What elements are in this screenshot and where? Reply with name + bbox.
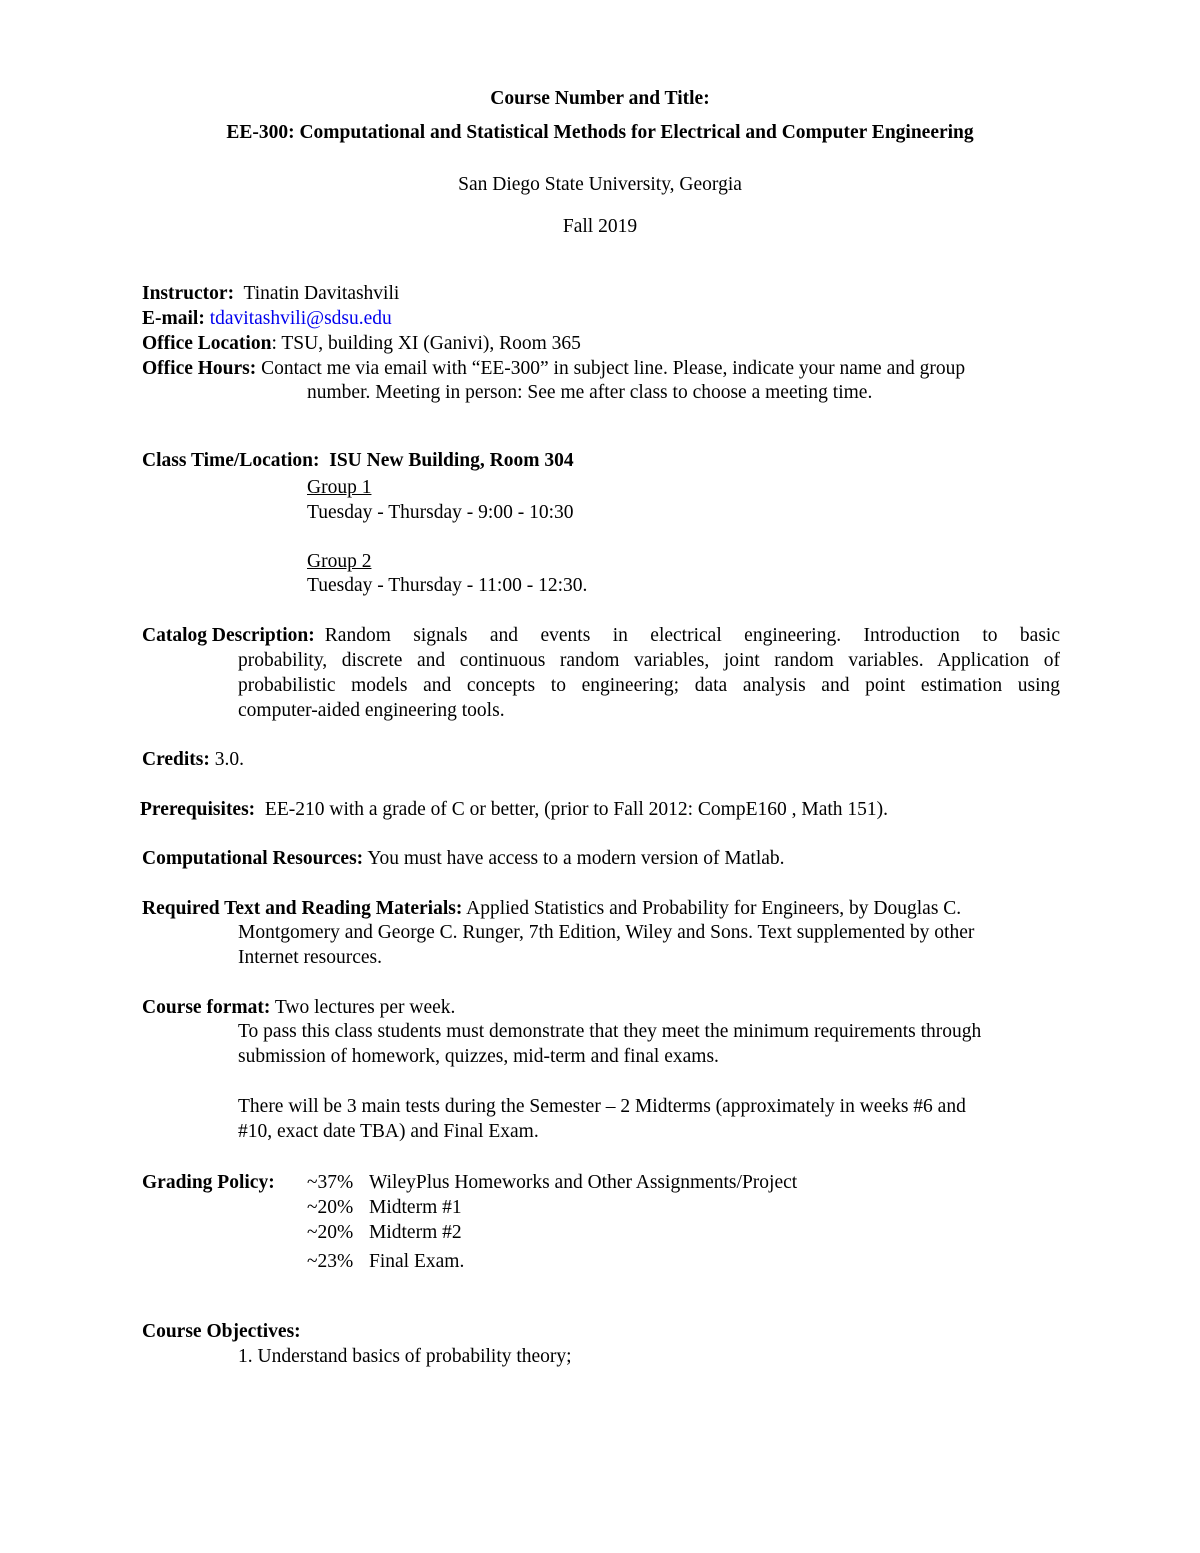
grading-desc: Final Exam.: [369, 1251, 465, 1272]
text-value-2: Montgomery and George C. Runger, 7th Edition, Wiley and Sons. Text supplemented by other: [238, 922, 975, 943]
resources-label: Computational Resources:: [142, 848, 364, 869]
course-title: EE-300: Computational and Statistical Methods for Electrical and Computer Engineering: [226, 122, 974, 143]
group-2-name: Group 2: [307, 551, 372, 572]
grading-item: [307, 1172, 797, 1194]
group-1-schedule: Tuesday - Thursday - 9:00 - 10:30: [307, 502, 574, 523]
office-location-label: Office Location: [142, 333, 272, 354]
instructor-name: Tinatin Davitashvili: [243, 283, 400, 304]
format-para1-line1: To pass this class students must demonstrate that they meet the minimum requirements through: [238, 1021, 982, 1042]
prerequisites-label: Prerequisites:: [140, 799, 256, 820]
format-para2-line1: There will be 3 main tests during the Semester – 2 Midterms (approximately in weeks #6 and: [238, 1096, 966, 1117]
grading-desc: WileyPlus Homeworks and Other Assignments/Project: [369, 1172, 798, 1193]
grading-label: Grading Policy:: [142, 1172, 275, 1193]
prerequisites-value: EE-210 with a grade of C or better, (prior to Fall 2012: CompE160 , Math 151).: [264, 799, 889, 820]
catalog-text-4: computer-aided engineering tools.: [238, 700, 505, 721]
grading-pct: ~20%: [307, 1197, 354, 1218]
office-location-value: : TSU, building XI (Ganivi), Room 365: [271, 333, 581, 354]
text-line-1: [142, 898, 961, 920]
group-1-name: Group 1: [307, 477, 372, 498]
term: Fall 2019: [562, 216, 638, 237]
grading-pct: ~23%: [307, 1251, 354, 1272]
email-link[interactable]: tdavitashvili@sdsu.edu: [209, 308, 392, 329]
group-2-schedule: Tuesday - Thursday - 11:00 - 12:30.: [307, 575, 588, 596]
catalog-text-2: probability, discrete and continuous random variables, joint random variables. Application of: [238, 650, 1060, 671]
objective-item: 1. Understand basics of probability theory;: [238, 1346, 572, 1367]
grading-pct: ~20%: [307, 1222, 354, 1243]
grading-item: [307, 1197, 462, 1219]
catalog-text-3: probabilistic models and concepts to engineering; data analysis and point estimation using: [238, 675, 1060, 696]
format-label: Course format:: [142, 997, 271, 1018]
text-label: Required Text and Reading Materials:: [142, 898, 463, 919]
grading-pct: ~37%: [307, 1172, 354, 1193]
text-value-3: Internet resources.: [238, 947, 383, 968]
format-line-1: [142, 997, 455, 1019]
catalog-text-1: Random signals and events in electrical engineering. Introduction to basic: [324, 625, 1060, 646]
text-value-1: Applied Statistics and Probability for Engineers, by Douglas C.: [466, 898, 962, 919]
office-hours-line: [142, 358, 965, 380]
email-label: E-mail:: [142, 308, 205, 329]
office-location-line: [142, 333, 581, 355]
instructor-label: Instructor:: [142, 283, 235, 304]
credits-label: Credits:: [142, 749, 210, 770]
format-para2-line2: #10, exact date TBA) and Final Exam.: [238, 1121, 539, 1142]
grading-item: [307, 1222, 462, 1244]
instructor-line: [142, 283, 399, 305]
format-para1-line2: submission of homework, quizzes, mid-term and final exams.: [238, 1046, 719, 1067]
class-location: ISU New Building, Room 304: [329, 450, 574, 471]
grading-desc: Midterm #2: [369, 1222, 462, 1243]
resources-value: You must have access to a modern version of Matlab.: [367, 848, 785, 869]
office-hours-text-1: Contact me via email with “EE-300” in subject line. Please, indicate your name and group: [261, 358, 966, 379]
office-hours-label: Office Hours:: [142, 358, 257, 379]
class-time-line: [142, 450, 574, 472]
catalog-line-1: [142, 625, 1060, 647]
credits-value: 3.0.: [214, 749, 245, 770]
university: San Diego State University, Georgia: [458, 174, 742, 195]
grading-item: [307, 1251, 464, 1273]
catalog-label: Catalog Description:: [142, 625, 315, 646]
email-line: [142, 308, 392, 330]
grading-desc: Midterm #1: [369, 1197, 462, 1218]
header-label: Course Number and Title:: [490, 88, 710, 109]
format-value-1: Two lectures per week.: [274, 997, 456, 1018]
prerequisites-line: [140, 799, 888, 821]
resources-line: [142, 848, 785, 870]
credits-line: [142, 749, 244, 771]
office-hours-text-2: number. Meeting in person: See me after class to choose a meeting time.: [307, 382, 873, 403]
objectives-label: Course Objectives:: [142, 1321, 301, 1342]
class-time-label: Class Time/Location:: [142, 450, 320, 471]
